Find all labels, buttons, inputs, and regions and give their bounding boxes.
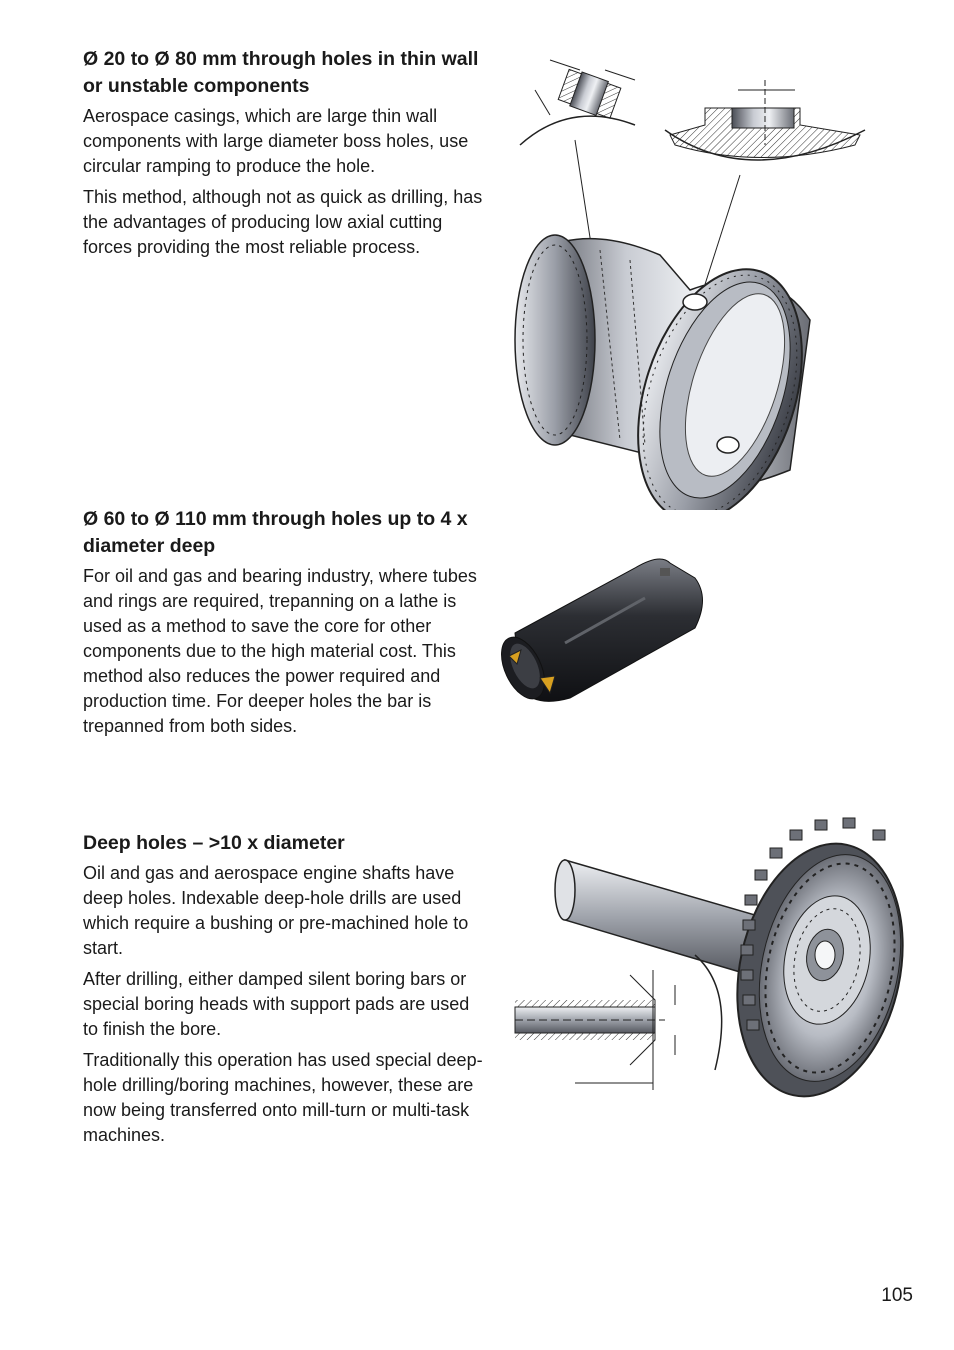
paragraph: For oil and gas and bearing industry, where tubes and rings are required, trepanning on a lathe is used as a method to save the core for other components due to the high material cost. This method also reduces the power required and production time. For deeper holes the bar is trepanned from both sides. xyxy=(83,566,477,736)
paragraph: Oil and gas and aerospace engine shafts have deep holes. Indexable deep-hole drills are used which require a bushing or pre-machined hole to start. xyxy=(83,863,469,958)
section-deep-holes xyxy=(83,830,483,1154)
paragraph: Aerospace casings, which are large thin wall components with large diameter boss holes, use circular ramping to produce the hole. xyxy=(83,106,469,176)
trepanning-tool-illustration xyxy=(495,548,715,713)
page-number: 105 xyxy=(881,1285,913,1306)
section-thin-wall-holes xyxy=(83,46,483,266)
deep-hole-drill-illustration xyxy=(505,800,910,1100)
paragraph: Traditionally this operation has used special deep-hole drilling/boring machines, however, these are now being transferred onto mill-turn or multi-task machines. xyxy=(83,1050,483,1145)
section-heading: Ø 20 to Ø 80 mm through holes in thin wall or unstable components xyxy=(83,48,479,97)
aerospace-casing-illustration xyxy=(510,40,910,510)
paragraph: After drilling, either damped silent boring bars or special boring heads with support pads are used to finish the bore. xyxy=(83,969,470,1039)
section-heading: Deep holes – >10 x diameter xyxy=(83,832,345,854)
paragraph: This method, although not as quick as drilling, has the advantages of producing low axial cutting forces providing the most reliable process. xyxy=(83,187,483,257)
section-heading: Ø 60 to Ø 110 mm through holes up to 4 x diameter deep xyxy=(83,508,468,557)
section-trepanning-holes xyxy=(83,506,483,745)
